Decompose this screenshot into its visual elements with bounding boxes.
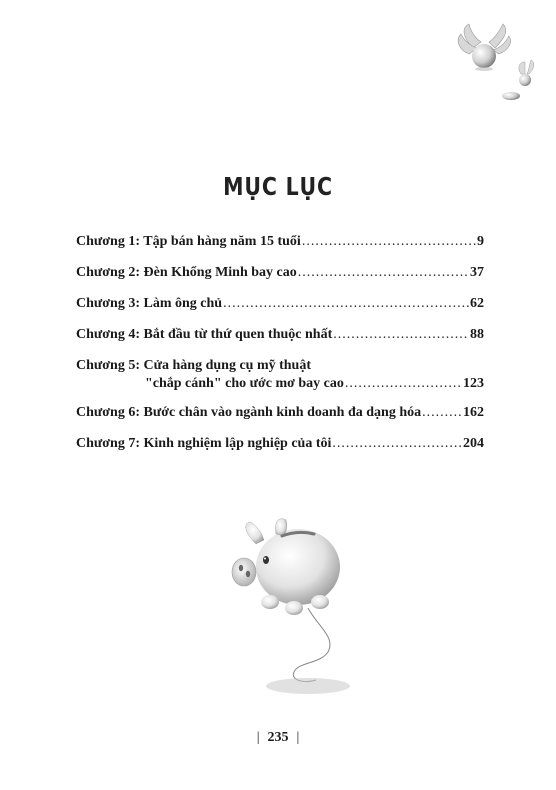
toc-entry-7[interactable] (76, 435, 484, 453)
leader-dots (345, 375, 462, 393)
toc-entry-label-line2: "chắp cánh" cho ước mơ bay cao (145, 376, 344, 391)
page-number-value: 235 (267, 730, 289, 745)
toc-entry-page: 62 (470, 296, 484, 311)
toc-entry-5[interactable] (76, 357, 484, 393)
toc-entry-label: Chương 6: Bước chân vào ngành kinh doanh đa dạng hóa (76, 405, 422, 420)
toc-entry-label: Chương 2: Đèn Khổng Minh bay cao (76, 265, 297, 280)
toc-entry-4[interactable] (76, 326, 484, 344)
toc-entry-page: 9 (477, 234, 484, 249)
toc-entry-2[interactable] (76, 264, 484, 282)
page-title: MỤC LỤC (223, 172, 333, 201)
leader-dots (332, 435, 462, 453)
toc-entry-1[interactable] (76, 233, 484, 251)
toc-entry-label: Chương 3: Làm ông chủ (76, 296, 223, 311)
leader-dots (223, 295, 469, 313)
piggy-bank-balloon-illustration (228, 512, 353, 697)
page-number-divider: | (256, 730, 260, 745)
toc-entry-page: 37 (470, 265, 484, 280)
toc-entry-3[interactable] (76, 295, 484, 313)
leader-dots (298, 264, 469, 282)
toc-entry-label-line1: Chương 5: Cửa hàng dụng cụ mỹ thuật (76, 358, 311, 373)
toc-entry-page: 162 (463, 405, 484, 420)
table-of-contents (76, 233, 484, 466)
toc-entry-page: 88 (470, 327, 484, 342)
toc-entry-page: 123 (463, 376, 484, 391)
leader-dots (333, 326, 469, 344)
toc-entry-label: Chương 1: Tập bán hàng năm 15 tuổi (76, 234, 301, 249)
leader-dots (302, 233, 476, 251)
page-number-divider: | (296, 730, 300, 745)
toc-entry-label: Chương 4: Bắt đầu từ thứ quen thuộc nhất (76, 327, 333, 342)
toc-entry-page: 204 (463, 436, 484, 451)
winged-ball-illustration (455, 20, 545, 110)
toc-entry-label: Chương 7: Kinh nghiệm lập nghiệp của tôi (76, 436, 332, 451)
page-number (0, 730, 556, 746)
leader-dots (422, 404, 462, 422)
toc-entry-6[interactable] (76, 404, 484, 422)
